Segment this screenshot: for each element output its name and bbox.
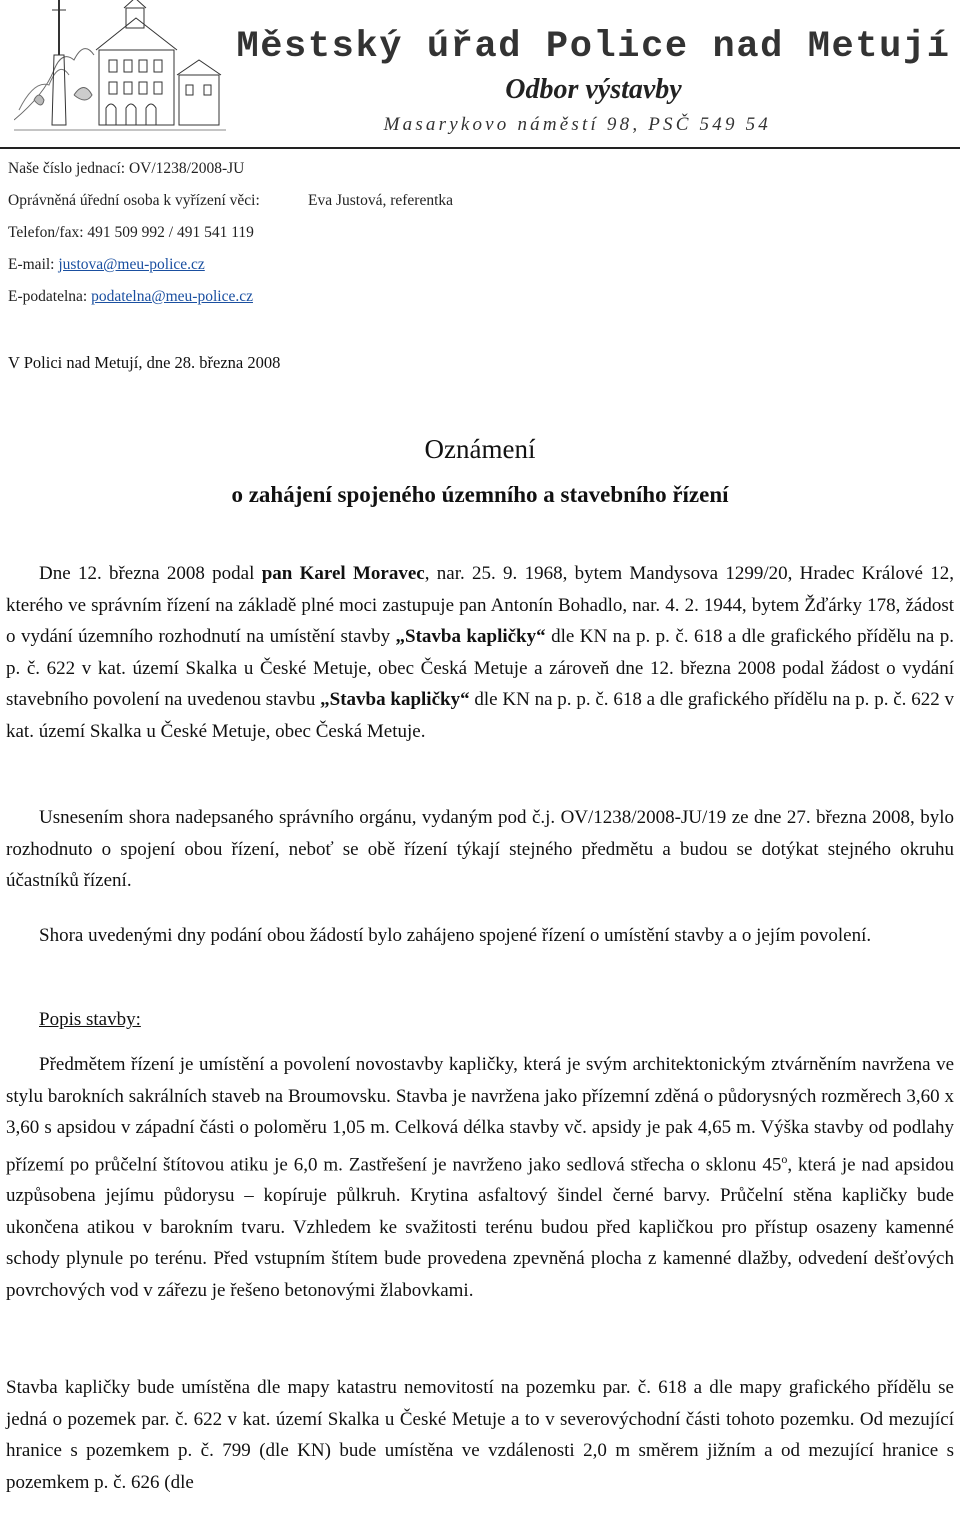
epodatelna-label: E-podatelna:	[8, 288, 88, 305]
email-label: E-mail:	[8, 256, 55, 273]
official-label: Oprávněná úřední osoba k vyřízení věci:	[8, 192, 260, 209]
ref-value: OV/1238/2008-JU	[128, 160, 245, 177]
document-title: Oznámení	[424, 434, 536, 464]
epodatelna-link[interactable]: podatelna@meu-police.cz	[91, 288, 253, 305]
phone-value: 491 509 992 / 491 541 119	[87, 224, 254, 241]
document-subtitle: o zahájení spojeného územního a stavebního řízení	[231, 482, 729, 507]
degree-mark: o	[781, 1151, 788, 1166]
office-address: Masarykovo náměstí 98, PSČ 549 54	[383, 114, 771, 135]
email-row	[8, 256, 205, 274]
paragraph-commencement: Shora uvedenými dny podání obou žádostí bylo zahájeno spojené řízení o umístění stavby a o jejím povolení.	[39, 925, 872, 946]
town-hall-logo	[14, 0, 226, 140]
office-name: Městský úřad Police nad Metují	[236, 26, 951, 68]
official-row	[8, 192, 454, 210]
paragraph-application: Dne 12. března 2008 podal pan Karel Moravec, nar. 25. 9. 1968, bytem Mandysova 1299/20, Hradec Králové 12, kterého ve správním řízení na základě plné moci zastupuje pan Antonín Bohadlo, nar. 4. 2. 1944, bytem Žďárky 178, žádost o vydání územního rozhodnutí na umístění stavby „Stavba kapličky“ dle KN na p. p. č. 618 a dle grafického přídělu na p. p. č. 622 v kat. území Skalka u České Metuje, obec Česká Metuje a zároveň dne 12. března 2008 podal žádost o vydání stavebního povolení na uvedenou stavbu „Stavba kapličky“ dle KN na p. p. č. 618 a dle grafického přídělu na p. p. č. 622 v kat. území Skalka u České Metuje, obec Česká Metuje.	[6, 563, 955, 742]
paragraph-location: Stavba kapličky bude umístěna dle mapy katastru nemovitostí na pozemku par. č. 618 a dle mapy grafického přídělu se jedná o pozemek par. č. 622 v kat. území Skalka u České Metuje a to v severovýchodní části tohoto pozemku. Od mezující hranice s pozemkem p. č. 799 (dle KN) bude umístěna ve vzdálenosti 2,0 m směrem jižním a od mezující hranice s pozemkem p. č. 626 (dle	[6, 1377, 954, 1493]
applicant-name: pan Karel Moravec	[261, 563, 425, 584]
section-heading-description: Popis stavby:	[39, 1009, 141, 1030]
epodatelna-row	[8, 288, 253, 306]
paragraph-resolution: Usnesením shora nadepsaného správního orgánu, vydaným pod č.j. OV/1238/2008-JU/19 ze dne 27. března 2008, bylo rozhodnuto o spojení obou řízení, neboť se obě řízení týkají stejného předmětu a budou se dotýkat stejného okruhu účastníků řízení.	[6, 807, 954, 891]
paragraph-description: Předmětem řízení je umístění a povolení novostavby kapličky, která je svým architektonickým ztvárněním navržena ve stylu barokních sakrálních staveb na Broumovsku. Stavba je navržena jako přízemní zděná o půdorysných rozměrech 3,60 x 3,60 s apsidou v západní části o poloměru 1,05 m. Celková délka stavby vč. apsidy je pak 4,65 m. Výška stavby od podlahy přízemí po průčelní štítovou atiku je 6,0 m. Zastřešení je navrženo jako sedlová střecha o sklonu 45$^o$, která je nad apsidou uzpůsobena jejímu půdorysu – kopíruje půlkruh. Krytina asfaltový šindel černé barvy. Průčelní stěna kapličky bude ukončena atikou v barokním tvaru. Vzhledem ke svažitosti terénu budou před kapličkou pro přístup osazeny kamenné schody plynule po terénu. Před vstupním štítem bude provedena zpevněná plocha z kamenné dlažby, odvedení dešťových povrchových vod v zářezu je řešeno betonovými žlabovkami.	[6, 1054, 954, 1301]
header-divider	[0, 147, 960, 149]
phone-label: Telefon/fax:	[8, 224, 84, 241]
email-link[interactable]: justova@meu-police.cz	[58, 256, 205, 273]
department-name: Odbor výstavby	[505, 74, 682, 105]
date-line: V Polici nad Metují, dne 28. března 2008	[8, 353, 281, 372]
phone-row	[8, 224, 254, 242]
construction-name: „Stavba kapličky“	[320, 689, 470, 710]
construction-name: „Stavba kapličky“	[395, 626, 546, 647]
ref-label: Naše číslo jednací:	[8, 160, 126, 177]
official-value: Eva Justová, referentka	[308, 192, 454, 209]
reference-number-row	[8, 160, 244, 178]
